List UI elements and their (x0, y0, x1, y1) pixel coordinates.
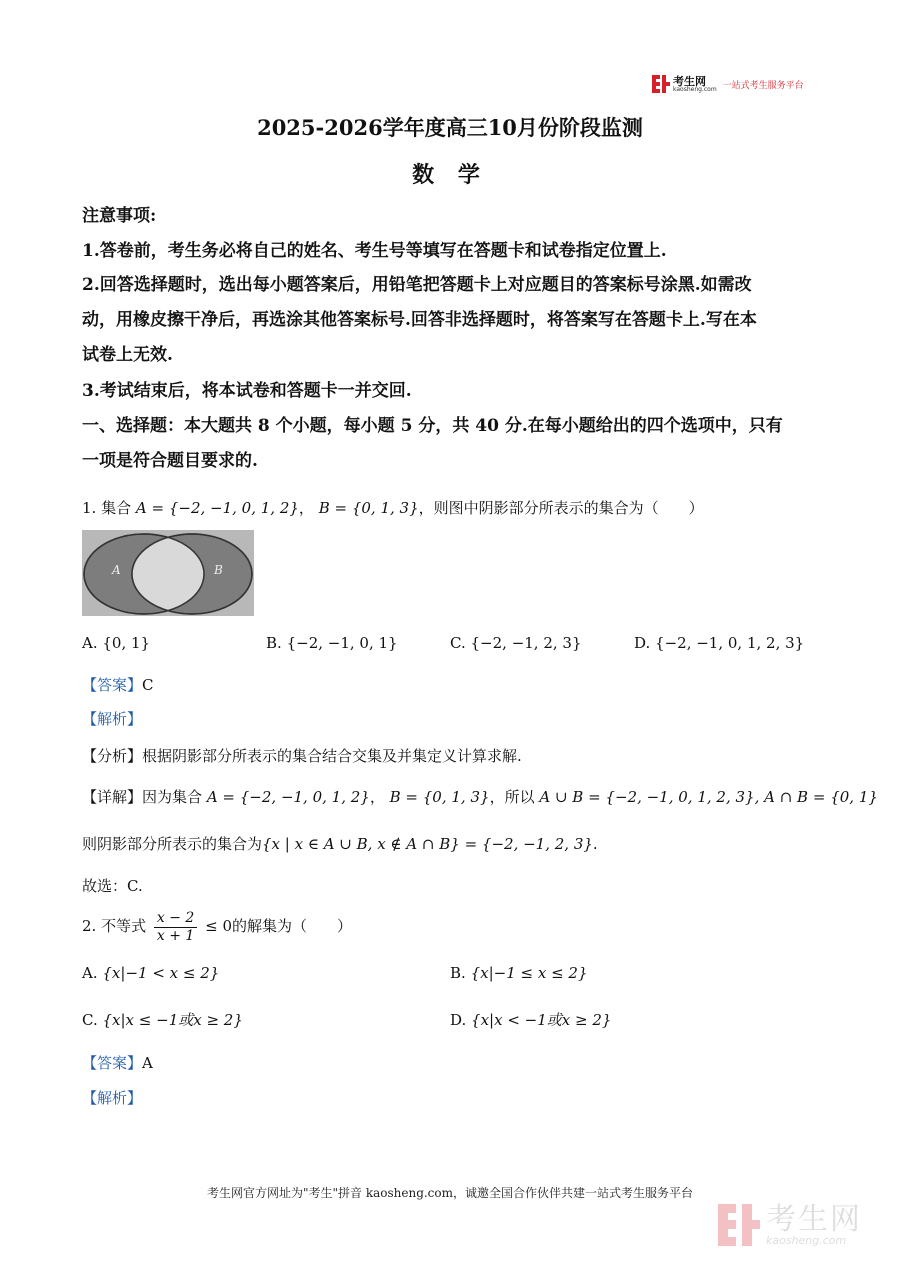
page-footer: 考生网官方网址为"考生"拼音 kaosheng.com，诚邀全国合作伙伴共建一站式考生服务平台 (206, 1186, 694, 1200)
answer-value: A (142, 1054, 153, 1072)
question-1-stem (82, 494, 704, 522)
question-lead: 集合 (101, 499, 132, 517)
watermark-name: 考生网 (766, 1201, 862, 1237)
detail-math: A ∪ B = {−2, −1, 0, 1, 2, 3}, A ∩ B = {0, 1} (539, 788, 878, 806)
venn-label-a: A (112, 563, 121, 577)
conclusion-line: 故选：C. (82, 877, 143, 895)
section-heading: 一项是符合题目要求的. (82, 451, 258, 471)
option-label: D. (634, 634, 651, 652)
fraction-numerator: x − 2 (154, 910, 197, 928)
venn-label-b: B (214, 563, 223, 577)
analysis-label: 【解析】 (82, 710, 143, 728)
fraction (154, 910, 197, 945)
option-value: {x|−1 ≤ x ≤ 2} (470, 964, 588, 982)
brand-slogan: 一站式考生服务平台 (722, 80, 804, 91)
answer-line (82, 671, 154, 699)
option-label: A. (82, 634, 98, 652)
notice-line: 1.答卷前，考生务必将自己的姓名、考生号等填写在答题卡和试卷指定位置上. (82, 241, 667, 261)
answer-line (82, 1049, 153, 1077)
detail-line-1 (82, 783, 878, 811)
fraction-denominator: x + 1 (156, 927, 195, 944)
brand-name: 考生网 (673, 74, 706, 88)
page-title: 2025-2026学年度高三10月份阶段监测 (257, 115, 643, 140)
detail-text: . (592, 835, 598, 853)
watermark (718, 1201, 862, 1247)
separator: ， (298, 499, 314, 517)
venn-diagram (82, 530, 254, 616)
option-label: A. (82, 964, 98, 982)
notice-line: 试卷上无效. (82, 345, 173, 365)
analysis-label: 【解析】 (82, 1089, 143, 1107)
option-label: D. (450, 1011, 467, 1029)
watermark-mark-icon (718, 1204, 760, 1246)
detail-math: B = {0, 1, 3} (389, 788, 490, 806)
fenxi-text: 根据阴影部分所表示的集合结合交集及并集定义计算求解. (142, 747, 522, 765)
option-value: {x|x ≤ −1或x ≥ 2} (102, 1011, 243, 1029)
option-label: B. (450, 964, 466, 982)
option-a (82, 629, 150, 657)
brand-logo (652, 72, 804, 96)
question-number: 1. (82, 499, 97, 517)
set-b: B = {0, 1, 3} (318, 499, 419, 517)
option-a (82, 959, 219, 987)
detail-text: ， (369, 788, 385, 806)
option-label: C. (450, 634, 466, 652)
notice-line: 3.考试结束后，将本试卷和答题卡一并交回. (82, 381, 412, 401)
option-d (634, 629, 804, 657)
question-lead: 不等式 (101, 917, 147, 935)
question-ask: 的解集为（ ） (232, 917, 353, 935)
watermark-url: kaosheng.com (766, 1233, 847, 1247)
option-value: {−2, −1, 2, 3} (470, 634, 582, 652)
detail-text: 则阴影部分所表示的集合为 (82, 835, 263, 853)
option-d (450, 1006, 611, 1034)
option-c (450, 629, 582, 657)
detail-text: 因为集合 (142, 788, 203, 806)
option-b (266, 629, 398, 657)
option-label: C. (82, 1011, 98, 1029)
relation: ≤ 0 (205, 917, 232, 935)
detail-text: ，所以 (489, 788, 535, 806)
option-value: {0, 1} (102, 634, 151, 652)
brand-mark-icon (652, 75, 670, 93)
analysis-tag (82, 705, 142, 733)
question-2-stem (82, 906, 352, 946)
question-number: 2. (82, 917, 97, 935)
section-heading: 一、选择题：本大题共 8 个小题，每小题 5 分，共 40 分.在每小题给出的四个选项中，只有 (82, 416, 783, 436)
option-c (82, 1006, 243, 1034)
answer-tag: 【答案】 (82, 676, 143, 694)
notice-line: 动，用橡皮擦干净后，再选涂其他答案标号.回答非选择题时，将答案写在答题卡上.写在本 (82, 310, 757, 330)
option-value: {−2, −1, 0, 1} (286, 634, 398, 652)
notice-line: 2.回答选择题时，选出每小题答案后，用铅笔把答题卡上对应题目的答案标号涂黑.如需改 (82, 275, 752, 295)
fenxi-line (82, 742, 522, 770)
detail-math: A = {−2, −1, 0, 1, 2} (206, 788, 370, 806)
brand-url: kaosheng.com (673, 85, 717, 93)
notice-heading: 注意事项: (82, 206, 157, 226)
option-value: {−2, −1, 0, 1, 2, 3} (655, 634, 805, 652)
option-label: B. (266, 634, 282, 652)
answer-tag: 【答案】 (82, 1054, 143, 1072)
option-value: {x|−1 < x ≤ 2} (102, 964, 220, 982)
answer-value: C (142, 676, 154, 694)
option-value: {x|x < −1或x ≥ 2} (471, 1011, 612, 1029)
detail-line-2 (82, 830, 598, 858)
subject-title: 数 学 (412, 162, 488, 188)
analysis-tag (82, 1084, 142, 1112)
fenxi-tag: 【分析】 (82, 747, 143, 765)
detail-math: {x | x ∈ A ∪ B, x ∉ A ∩ B} = {−2, −1, 2, 3} (262, 835, 593, 853)
option-b (450, 959, 588, 987)
question-ask: ，则图中阴影部分所表示的集合为（ ） (418, 499, 704, 517)
set-a: A = {−2, −1, 0, 1, 2} (135, 499, 299, 517)
detail-tag: 【详解】 (82, 788, 143, 806)
